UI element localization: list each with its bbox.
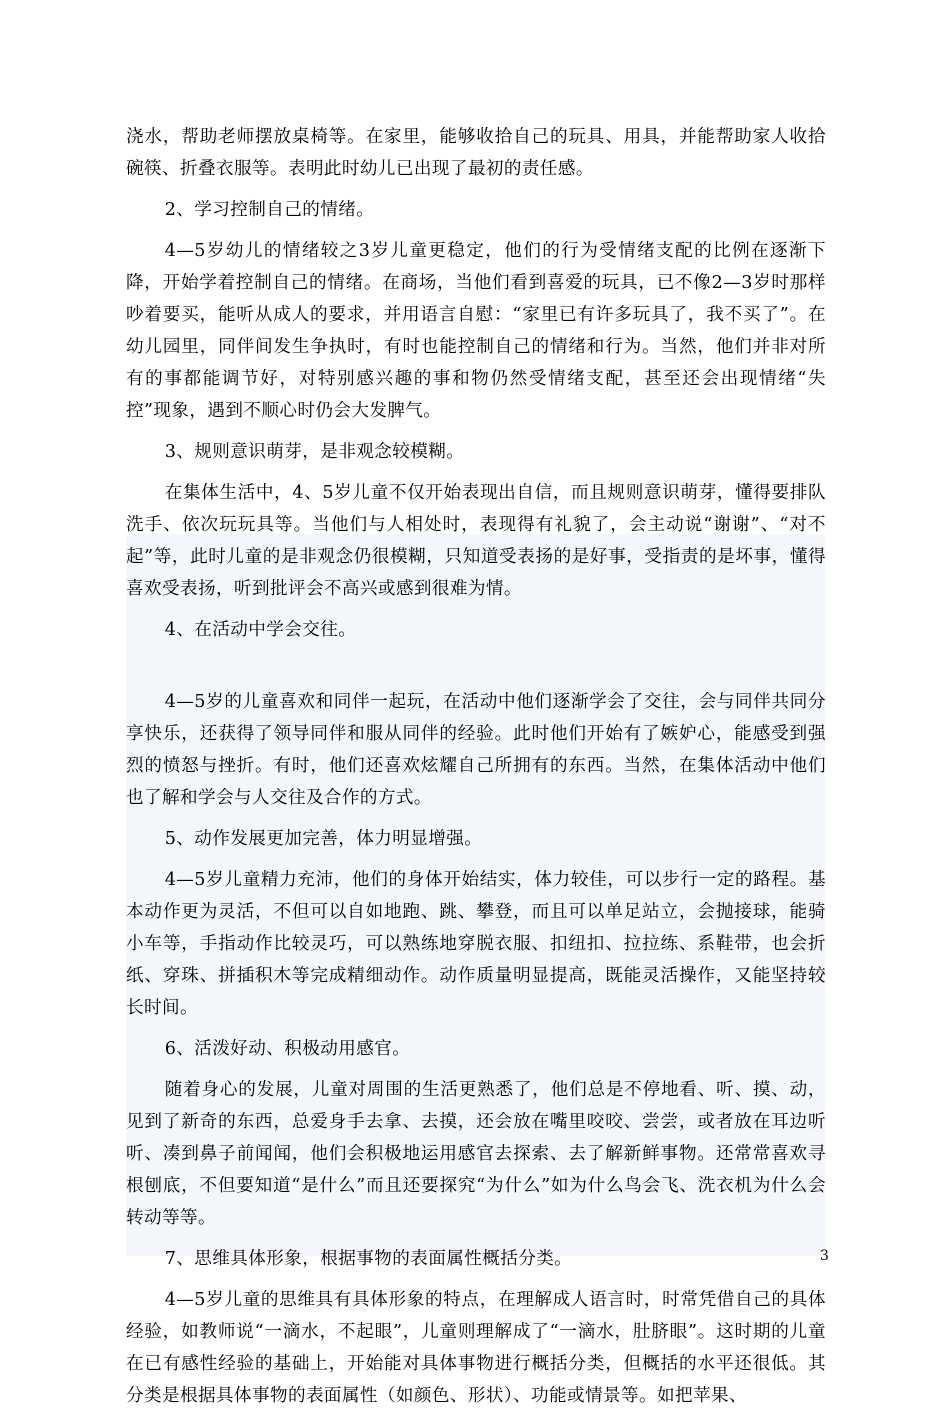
paragraph-continuation: 浇水，帮助老师摆放桌椅等。在家里，能够收拾自己的玩具、用具，并能帮助家人收拾碗筷、折叠衣服等。表明此时幼儿已出现了最初的责任感。 xyxy=(126,127,826,179)
paragraph-social: 4—5岁的儿童喜欢和同伴一起玩，在活动中他们逐渐学会了交往，会与同伴共同分享快乐，还获得了领导同伴和服从同伴的经验。此时他们开始有了嫉妒心，能感受到强烈的愤怒与挫折。有时，他们还喜欢炫耀自己所拥有的东西。当然，在集体活动中他们也了解和学会与人交往及合作的方式。 xyxy=(126,692,826,808)
heading-2: 2、学习控制自己的情绪。 xyxy=(164,200,375,220)
heading-5: 5、动作发展更加完善，体力明显增强。 xyxy=(164,829,483,849)
paragraph-motor: 4—5岁儿童精力充沛，他们的身体开始结实，体力较佳，可以步行一定的路程。基本动作更为灵活，不但可以自如地跑、跳、攀登，而且可以单足站立，会抛接球，能骑小车等，手指动作比较灵巧，可以熟练地穿脱衣服、扣纽扣、拉拉练、系鞋带，也会折纸、穿珠、拼插积木等完成精细动作。动作质量明显提高，既能灵活操作，又能坚持较长时间。 xyxy=(126,870,826,1018)
paragraph-emotion: 4—5岁幼儿的情绪较之3岁儿童更稳定，他们的行为受情绪支配的比例在逐渐下降，开始学着控制自己的情绪。在商场，当他们看到喜爱的玩具，已不像2—3岁时那样吵着要买，能听从成人的要求，并用语言自慰：“家里已有许多玩具了，我不买了”。在幼儿园里，同伴间发生争执时，有时也能控制自己的情绪和行为。当然，他们并非对所有的事都能调节好，对特别感兴趣的事和物仍然受情绪支配，甚至还会出现情绪“失控”现象，遇到不顺心时仍会大发脾气。 xyxy=(126,241,826,421)
body-text xyxy=(126,121,826,1421)
heading-4: 4、在活动中学会交往。 xyxy=(164,620,357,640)
heading-3: 3、规则意识萌芽，是非观念较模糊。 xyxy=(164,442,465,462)
paragraph-senses: 随着身心的发展，儿童对周围的生活更熟悉了，他们总是不停地看、听、摸、动，见到了新奇的东西，总爱身手去拿、去摸，还会放在嘴里咬咬、尝尝，或者放在耳边听听、凑到鼻子前闻闻，他们会积极地运用感官去探索、去了解新鲜事物。还常常喜欢寻根刨底，不但要知道“是什么”而且还要探究“为什么”如为什么鸟会飞、洗衣机为什么会转动等等。 xyxy=(126,1080,826,1228)
heading-7: 7、思维具体形象，根据事物的表面属性概括分类。 xyxy=(164,1249,573,1269)
page-number: 3 xyxy=(820,1248,829,1264)
heading-6: 6、活泼好动、积极动用感官。 xyxy=(164,1039,411,1059)
paragraph-thinking: 4—5岁儿童的思维具有具体形象的特点，在理解成人语言时，时常凭借自己的具体经验，如教师说“一滴水，不起眼”，儿童则理解成了“一滴水，肚脐眼”。这时期的儿童在已有感性经验的基础上，开始能对具体事物进行概括分类，但概括的水平还很低。其分类是根据具体事物的表面属性（如颜色、形状）、功能或情景等。如把苹果、 xyxy=(126,1290,826,1406)
paragraph-rules: 在集体生活中，4、5岁儿童不仅开始表现出自信，而且规则意识萌芽，懂得要排队洗手、依次玩玩具等。当他们与人相处时，表现得有礼貌了，会主动说“谢谢”、“对不起”等，此时儿童的是非观念仍很模糊，只知道受表扬的是好事，受指责的是坏事，懂得喜欢受表扬，听到批评会不高兴或感到很难为情。 xyxy=(126,483,826,599)
